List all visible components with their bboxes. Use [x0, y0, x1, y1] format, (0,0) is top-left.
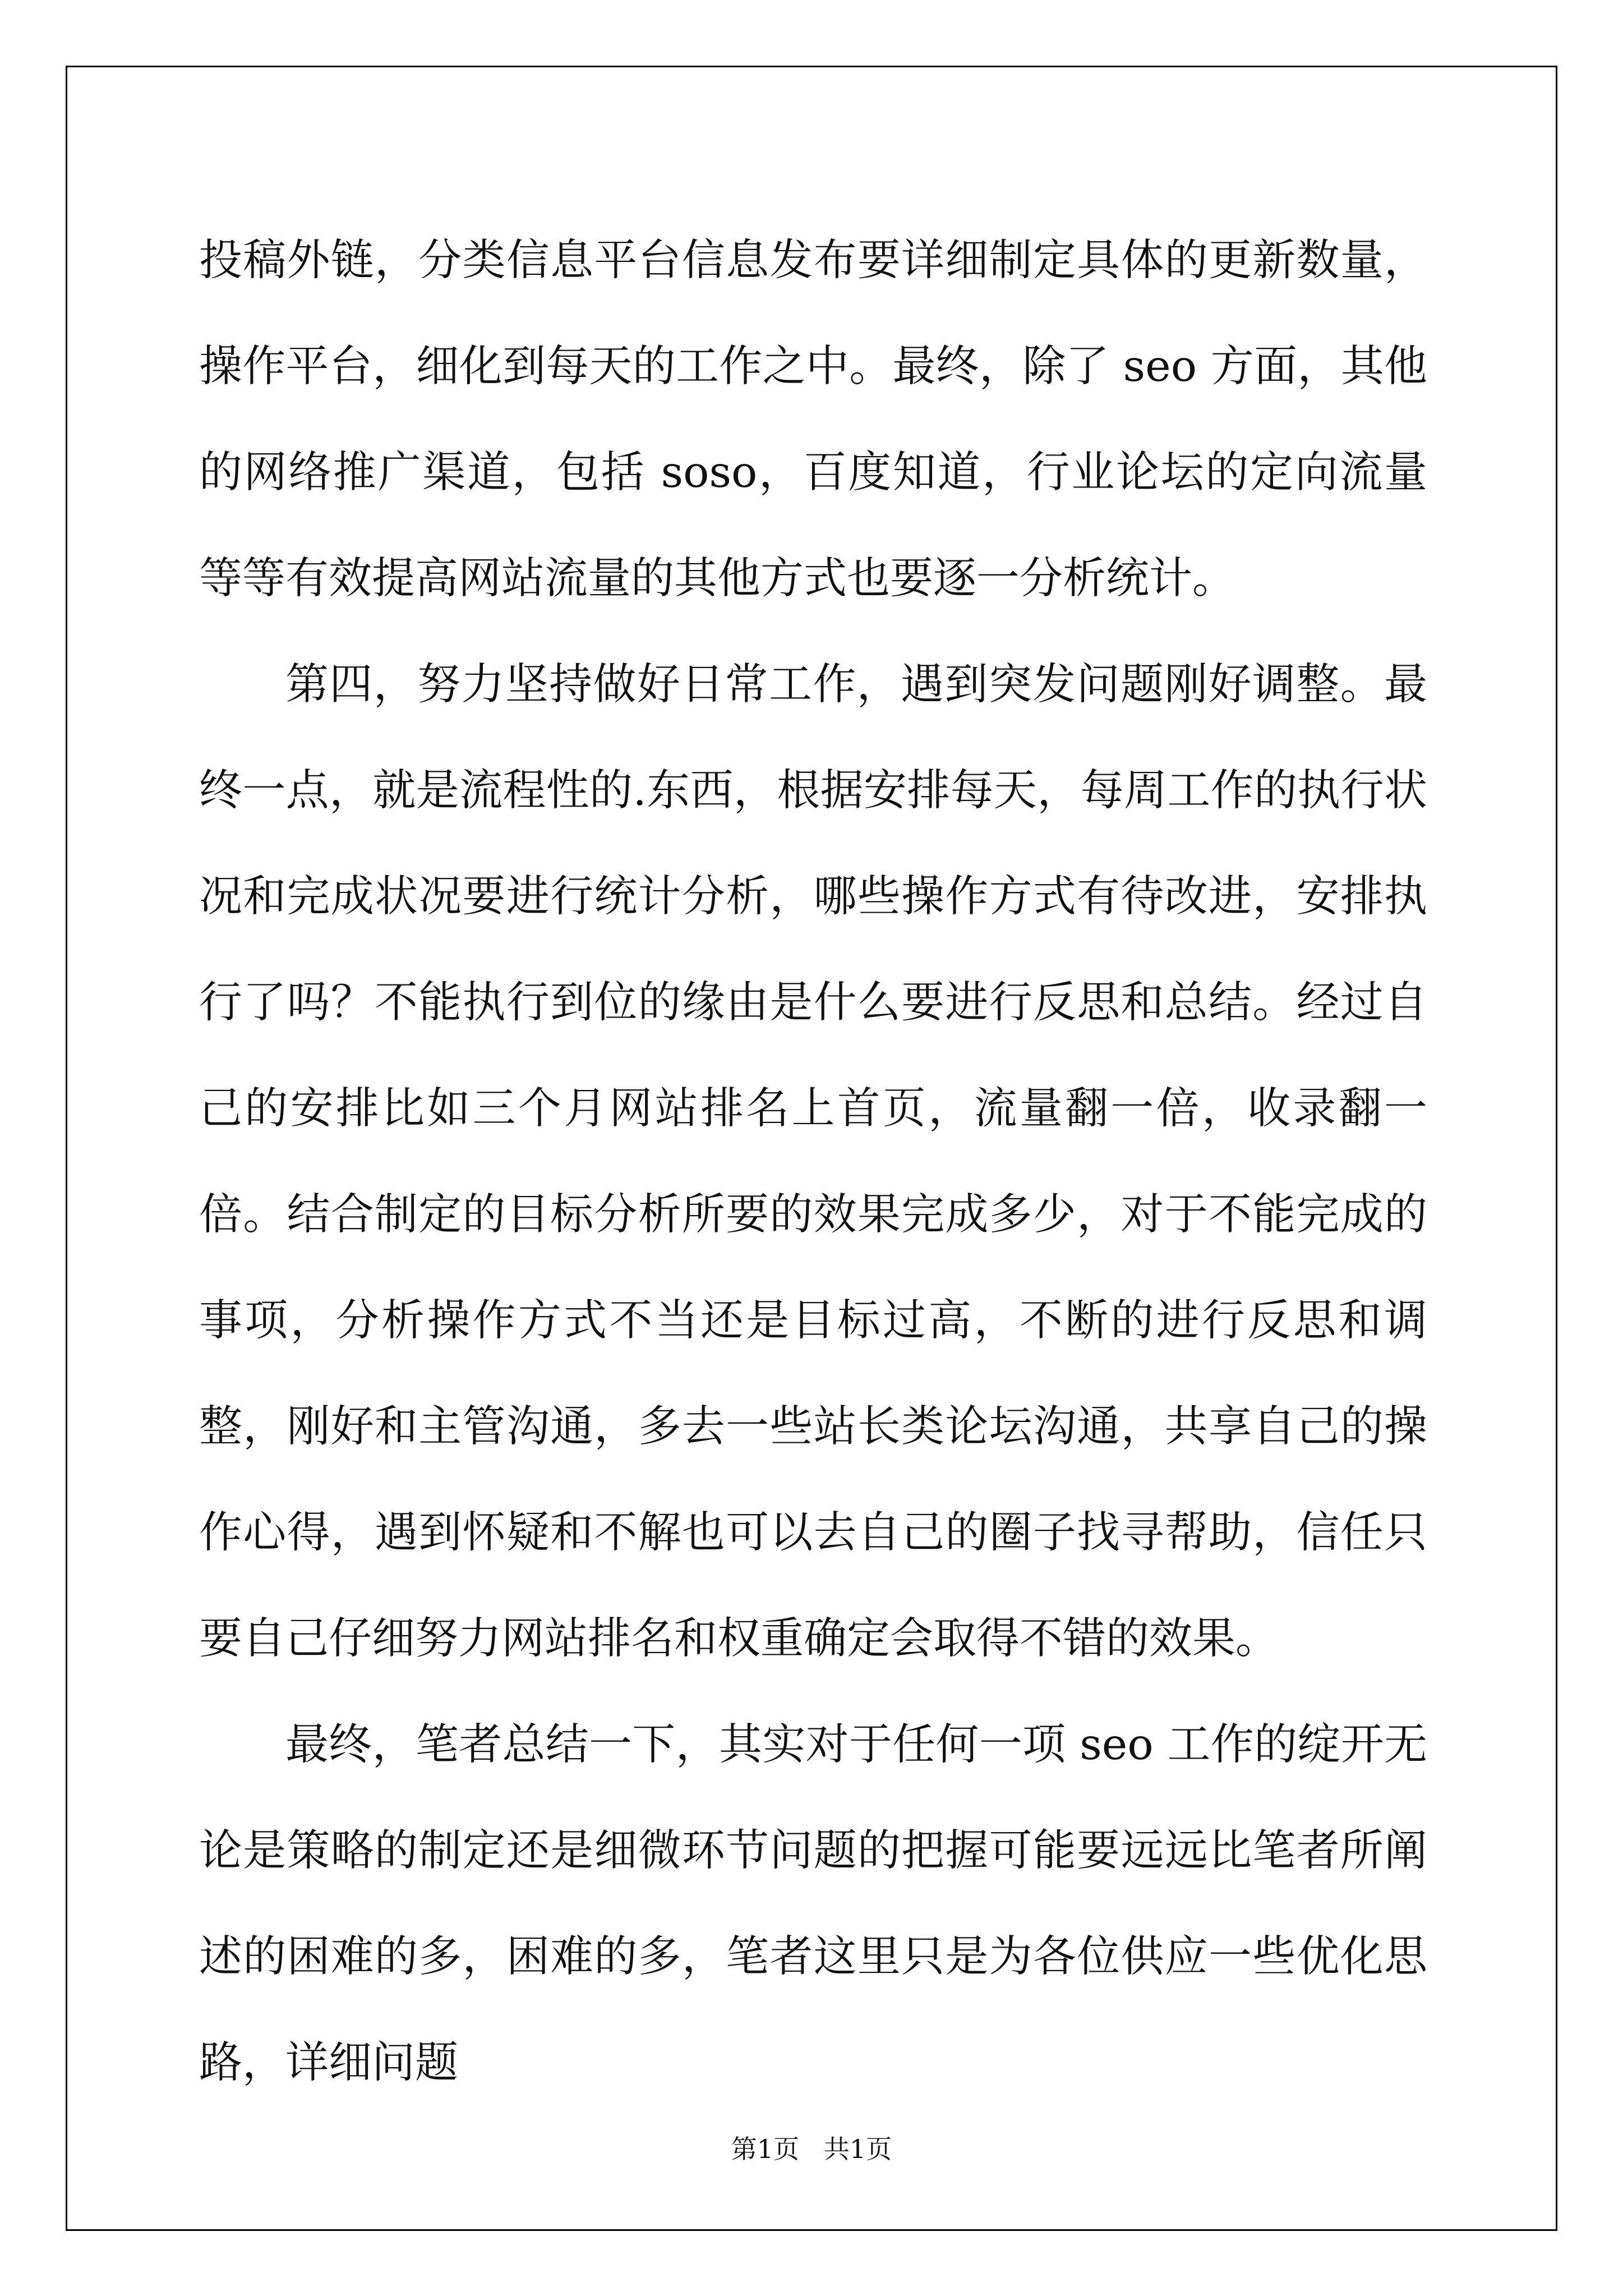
- paragraph-1: 投稿外链，分类信息平台信息发布要详细制定具体的更新数量，操作平台，细化到每天的工作之中。最终，除了 seo 方面，其他的网络推广渠道，包括 soso，百度知道，行业论坛的定向流量等等有效提高网站流量的其他方式也要逐一分析统计。: [199, 236, 1427, 604]
- paragraph-3: 最终，笔者总结一下，其实对于任何一项 seo 工作的绽开无论是策略的制定还是细微环节问题的把握可能要远远比笔者所阐述的困难的多，困难的多，笔者这里只是为各位供应一些优化思路，详细问题: [199, 1720, 1427, 2088]
- paragraph-2: 第四，努力坚持做好日常工作，遇到突发问题刚好调整。最终一点，就是流程性的.东西，根据安排每天，每周工作的执行状况和完成状况要进行统计分析，哪些操作方式有待改进，安排执行了吗？不能执行到位的缘由是什么要进行反思和总结。经过自己的安排比如三个月网站排名上首页，流量翻一倍，收录翻一倍。结合制定的目标分析所要的效果完成多少，对于不能完成的事项，分析操作方式不当还是目标过高，不断的进行反思和调整，刚好和主管沟通，多去一些站长类论坛沟通，共享自己的操作心得，遇到怀疑和不解也可以去自己的圈子找寻帮助，信任只要自己仔细努力网站排名和权重确定会取得不错的效果。: [199, 660, 1427, 1664]
- document-body: [199, 208, 1427, 2116]
- page-footer: 第1页 共1页: [731, 2134, 892, 2164]
